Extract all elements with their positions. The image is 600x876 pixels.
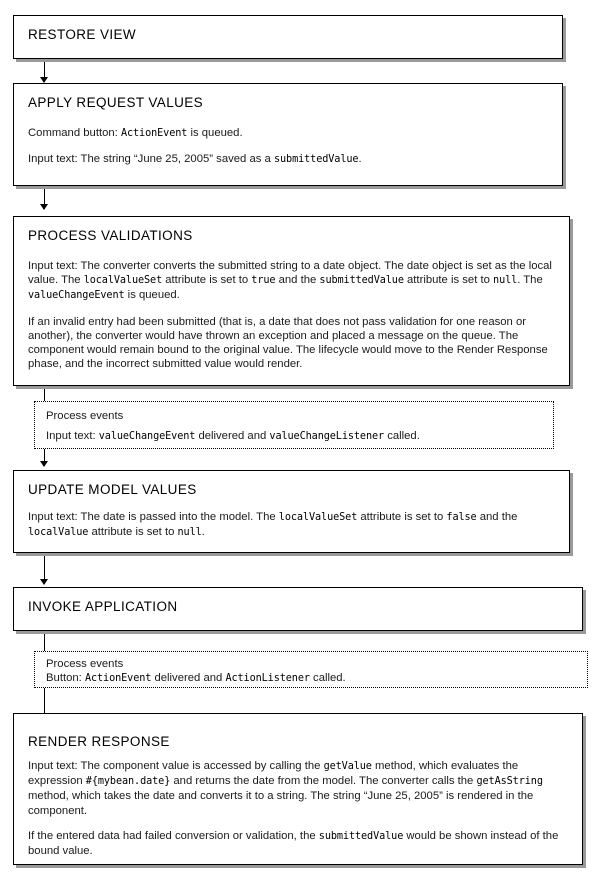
events-box-process-events-validations xyxy=(34,401,554,449)
arrowhead-update-model-to-invoke xyxy=(40,579,48,585)
body-paragraph: Input text: The component value is accessed by calling the getValue method, which evaluates the expression #{mybean.date} and returns the date from the model. The converter calls the getAsString method, which takes the date and converts it to a string. The string “June 25, 2005” is rendered in the component. xyxy=(28,760,543,817)
code-token: #{mybean.date} xyxy=(85,776,171,788)
code-token: ActionEvent xyxy=(84,673,152,685)
code-token: getAsString xyxy=(476,776,543,788)
code-token: localValueSet xyxy=(83,275,163,287)
phase-box-apply-request-values xyxy=(13,83,563,186)
code-token: false xyxy=(446,512,477,523)
code-token: valueChangeEvent xyxy=(28,290,125,302)
code-token: valueChangeEvent xyxy=(98,431,196,443)
body-paragraph: If the entered data had failed conversion or validation, the submittedValue would be shown instead of the bound value. xyxy=(28,829,559,858)
phase-body-apply-request-values xyxy=(28,126,549,167)
code-token: localValueSet xyxy=(278,512,358,523)
code-token: submittedValue xyxy=(318,830,404,842)
phase-title-update-model-values: UPDATE MODEL VALUES xyxy=(28,482,197,497)
code-token: null xyxy=(493,275,518,287)
phase-title-render-response: RENDER RESPONSE xyxy=(28,734,170,749)
events-line-invoke: Button: ActionEvent delivered and ActionListener called. xyxy=(46,672,346,685)
phase-title-restore-view: RESTORE VIEW xyxy=(28,27,137,42)
phase-box-update-model-values xyxy=(13,470,570,553)
code-token: true xyxy=(251,275,276,287)
phase-box-process-validations xyxy=(13,216,570,386)
phase-body-process-validations xyxy=(28,259,553,371)
body-paragraph: Command button: ActionEvent is queued. xyxy=(28,127,243,139)
phase-box-restore-view xyxy=(13,15,563,59)
events-line-validations: Input text: valueChangeEvent delivered and valueChangeListener called. xyxy=(46,430,420,443)
body-paragraph: Input text: The date is passed into the model. The localValueSet attribute is set to false and the localValue attribute is set to null. xyxy=(28,511,518,539)
phase-box-invoke-application xyxy=(13,587,583,631)
phase-box-render-response xyxy=(13,713,583,865)
events-label-validations: Process events xyxy=(46,410,124,422)
events-label-invoke: Process events xyxy=(46,658,124,670)
body-paragraph: If an invalid entry had been submitted (that is, a date that does not pass validation for one reason or another), the converter would have thrown an exception and placed a message on the queue. The component would remain bound to the original value. The lifecycle would move to the Render Response phase, and the incorrect submitted value would render. xyxy=(28,315,548,371)
phase-title-apply-request-values: APPLY REQUEST VALUES xyxy=(28,95,204,110)
phase-title-invoke-application: INVOKE APPLICATION xyxy=(28,599,178,614)
code-token: localValue xyxy=(28,527,89,539)
phase-title-process-validations: PROCESS VALIDATIONS xyxy=(28,228,193,243)
code-token: null xyxy=(177,527,202,539)
phase-body-render-response xyxy=(28,759,566,858)
code-token: getValue xyxy=(323,761,372,772)
body-paragraph: Input text: The string “June 25, 2005” saved as a submittedValue. xyxy=(28,153,362,166)
connector-invoke-to-events xyxy=(44,634,45,652)
arrowhead-events-to-update-model xyxy=(40,461,48,467)
arrowhead-apply-to-validations xyxy=(40,204,48,210)
code-token: ActionListener xyxy=(225,673,310,685)
code-token: ActionEvent xyxy=(120,128,188,139)
code-token: submittedValue xyxy=(319,275,404,287)
phase-body-update-model-values xyxy=(28,510,553,540)
code-token: submittedValue xyxy=(273,154,359,166)
code-token: valueChangeListener xyxy=(269,431,385,443)
body-paragraph: Input text: The converter converts the submitted string to a date object. The date object is set as the local value. The localValueSet attribute is set to true and the submittedValue attribute is set to null. The valueChangeEvent is queued. xyxy=(28,260,552,302)
events-box-process-events-invoke xyxy=(34,651,588,688)
